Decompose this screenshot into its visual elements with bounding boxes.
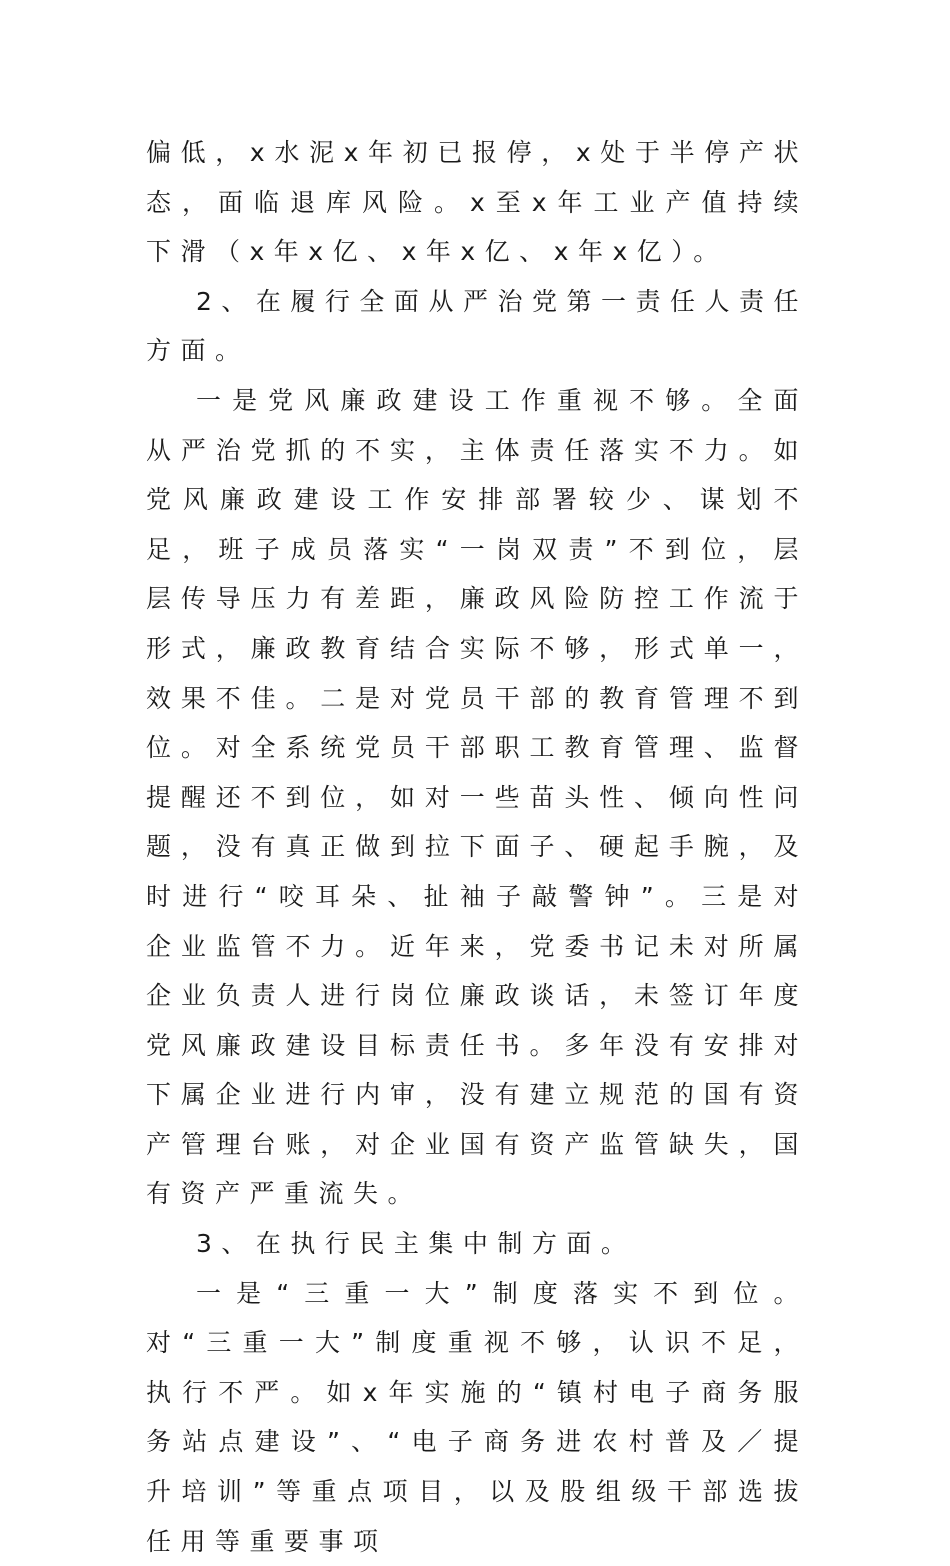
section-heading-2: 2、在履行全面从严治党第一责任人责任方面。 [146, 286, 808, 366]
section-heading-3: 3、在执行民主集中制方面。 [196, 1229, 636, 1259]
paragraph-party-responsibility: 一是党风廉政建设工作重视不够。全面从严治党抓的不实，主体责任落实不力。如党风廉政建设工作安排部署较少、谋划不足，班子成员落实“一岗双责”不到位，层层传导压力有差距，廉政风险防控工作流于形式，廉政教育结合实际不够，形式单一，效果不佳。二是对党员干部的教育管理不到位。对全系统党员干部职工教育管理、监督提醒还不到位，如对一些苗头性、倾向性问题，没有真正做到拉下面子、硬起手腕，及时进行“咬耳朵、扯袖子敲警钟”。三是对企业监管不力。近年来，党委书记未对所属企业负责人进行岗位廉政谈话，未签订年度党风廉政建设目标责任书。多年没有安排对下属企业进行内审，没有建立规范的国有资产管理台账，对企业国有资产监管缺失，国有资产严重流失。 [146, 385, 808, 1209]
document-page [146, 128, 808, 1566]
paragraph-industrial-output: 偏低，x水泥x年初已报停，x处于半停产状态，面临退库风险。x至x年工业产值持续下滑（x年x亿、x年x亿、x年x亿）。 [146, 138, 808, 267]
paragraph-democratic-centralism: 一是“三重一大”制度落实不到位。对“三重一大”制度重视不够，认识不足，执行不严。如x年实施的“镇村电子商务服务站点建设”、“电子商务进农村普及／提升培训”等重点项目，以及股组级干部选拔任用等重要事项 [146, 1278, 808, 1556]
